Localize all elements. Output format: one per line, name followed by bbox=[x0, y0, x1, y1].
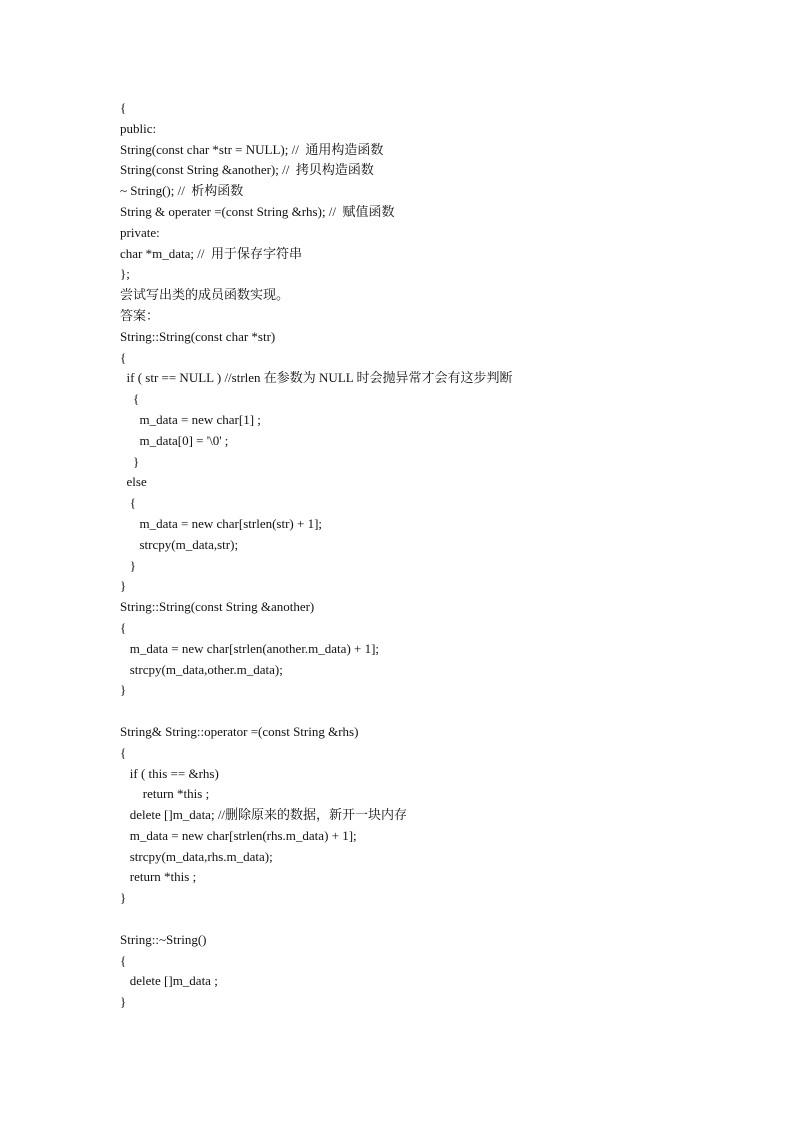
code-line: { bbox=[120, 495, 136, 511]
code-line: char *m_data; // 用于保存字符串 bbox=[120, 245, 302, 261]
code-line: private: bbox=[120, 224, 160, 240]
code-line: strcpy(m_data,str); bbox=[120, 536, 239, 552]
blank-line bbox=[120, 909, 760, 930]
code-line: String::String(const String &another) bbox=[120, 599, 315, 615]
code-line: { bbox=[120, 349, 127, 365]
code-line: else bbox=[120, 474, 147, 490]
code-line: { bbox=[120, 391, 140, 407]
code-line: ~ String(); // 析构函数 bbox=[120, 183, 244, 199]
code-line: String& String::operator =(const String &rhs) bbox=[120, 723, 359, 739]
code-line: String::String(const char *str) bbox=[120, 328, 276, 344]
code-line: String(const char *str = NULL); // 通用构造函数 bbox=[120, 141, 384, 157]
code-line: { bbox=[120, 744, 127, 760]
code-line: { bbox=[120, 952, 127, 968]
code-line: 答案： bbox=[120, 307, 160, 323]
code-line: 尝试写出类的成员函数实现。 bbox=[120, 287, 290, 303]
blank-line bbox=[120, 701, 760, 722]
code-line: } bbox=[120, 578, 127, 594]
code-line: m_data[0] = '\0' ; bbox=[120, 432, 229, 448]
code-line: String(const String &another); // 拷贝构造函数 bbox=[120, 162, 374, 178]
code-line: }; bbox=[120, 266, 130, 282]
code-line: public: bbox=[120, 120, 157, 136]
code-line: delete []m_data; //删除原来的数据，新开一块内存 bbox=[120, 807, 408, 823]
code-line: m_data = new char[1] ; bbox=[120, 411, 261, 427]
code-line: m_data = new char[strlen(another.m_data) + 1]; bbox=[120, 640, 380, 656]
code-listing bbox=[120, 98, 760, 1013]
code-line: m_data = new char[strlen(str) + 1]; bbox=[120, 515, 323, 531]
code-line: strcpy(m_data,other.m_data); bbox=[120, 661, 283, 677]
code-line: m_data = new char[strlen(rhs.m_data) + 1]; bbox=[120, 827, 357, 843]
code-line: delete []m_data ; bbox=[120, 973, 218, 989]
code-line: } bbox=[120, 557, 136, 573]
code-line: } bbox=[120, 682, 127, 698]
code-line: { bbox=[120, 100, 127, 115]
code-line: } bbox=[120, 453, 140, 469]
code-line: strcpy(m_data,rhs.m_data); bbox=[120, 848, 273, 864]
code-line: { bbox=[120, 619, 127, 635]
code-line: return *this ; bbox=[120, 786, 210, 802]
code-line: String::~String() bbox=[120, 931, 207, 947]
code-line: return *this ; bbox=[120, 869, 197, 885]
code-line: } bbox=[120, 890, 127, 906]
code-line: if ( this == &rhs) bbox=[120, 765, 219, 781]
code-line: } bbox=[120, 994, 127, 1010]
code-line: if ( str == NULL ) //strlen 在参数为 NULL 时会抛异常才会有这步判断 bbox=[120, 370, 513, 386]
code-line: String & operater =(const String &rhs); // 赋值函数 bbox=[120, 203, 395, 219]
